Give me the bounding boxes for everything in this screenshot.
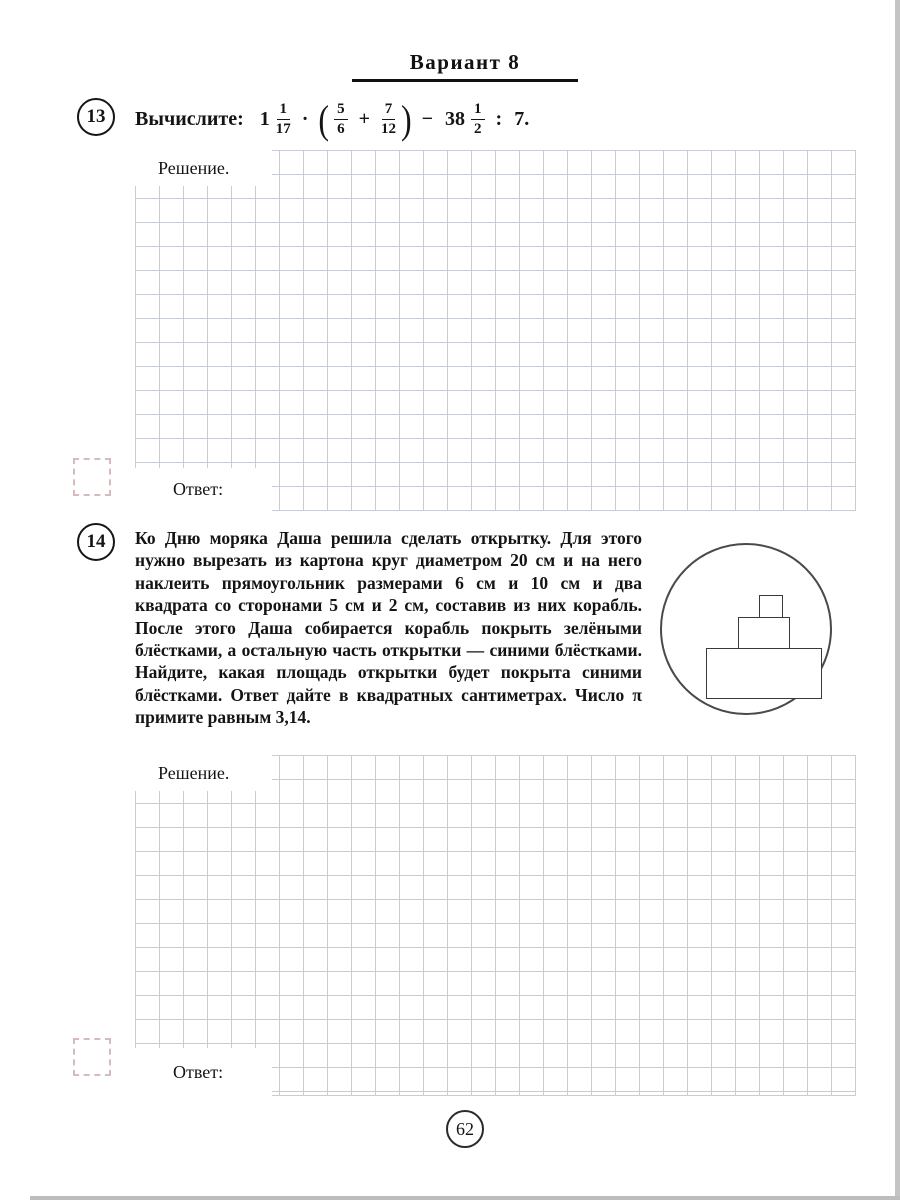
mixed-number-whole: 1: [259, 107, 270, 130]
fraction-denominator: 2: [474, 120, 482, 137]
header-underline: [352, 79, 578, 82]
fraction: [276, 101, 291, 137]
fraction-numerator: 1: [277, 101, 291, 120]
page-number-badge: [446, 1110, 484, 1148]
problem-14-number-badge: [77, 523, 115, 561]
multiply-operator: ·: [301, 107, 309, 130]
fraction-denominator: 6: [337, 120, 345, 137]
margin-dashed-box-13: [73, 458, 111, 496]
page-number: 62: [456, 1118, 474, 1139]
solution-label-14: Решение.: [135, 755, 272, 791]
solution-grid-13: [135, 150, 856, 511]
scan-edge-right: [895, 0, 900, 1200]
scan-edge-bottom: [30, 1196, 900, 1200]
problem-13-prompt: Вычислите:: [135, 107, 244, 130]
fraction-numerator: 5: [334, 101, 348, 120]
boat-cabin-square-icon: [738, 617, 790, 650]
problem-13-number-badge: [77, 98, 115, 136]
fraction-denominator: 17: [275, 120, 291, 137]
fraction-numerator: 1: [471, 101, 485, 120]
divide-operator: :: [495, 107, 503, 130]
answer-label-14: Ответ:: [135, 1048, 272, 1096]
close-paren: ): [400, 96, 412, 142]
open-paren: (: [318, 96, 330, 142]
boat-hull-rectangle-icon: [706, 648, 822, 699]
problem-14-number: 14: [86, 531, 106, 552]
fraction-denominator: 12: [380, 120, 396, 137]
fraction: [471, 101, 485, 137]
postcard-illustration: [660, 543, 832, 715]
fraction: [381, 101, 396, 137]
answer-label-13: Ответ:: [135, 468, 272, 511]
minus-operator: −: [421, 107, 434, 130]
solution-label-13: Решение.: [135, 150, 272, 186]
fraction-numerator: 7: [382, 101, 396, 120]
solution-grid-14: [135, 755, 856, 1096]
margin-dashed-box-14: [73, 1038, 111, 1076]
plus-operator: +: [358, 107, 370, 130]
problem-13-statement: [135, 94, 532, 144]
problem-14-statement: Ко Дню моряка Даша решила сделать открытку. Для этого нужно вырезать из картона круг диаметром 20 см и на него наклеить прямоугольник размерами 6 см и 10 см и два квадрата со сторонами 5 см и 2 см, составив из них корабль. После этого Даша собирается корабль покрыть зелёными блёстками, а остальную часть открытки — синими блёстками. Найдите, какая площадь открытки будет покрыта синими блёстками. Ответ дайте в квадратных сантиметрах. Число π примите равным 3,14.: [135, 528, 642, 728]
mixed-number-whole: 38: [445, 107, 466, 130]
fraction: [334, 101, 348, 137]
problem-13-number: 13: [86, 106, 106, 127]
page-title: Вариант 8: [409, 50, 521, 74]
divisor: 7.: [514, 107, 530, 130]
boat-funnel-square-icon: [759, 595, 783, 619]
